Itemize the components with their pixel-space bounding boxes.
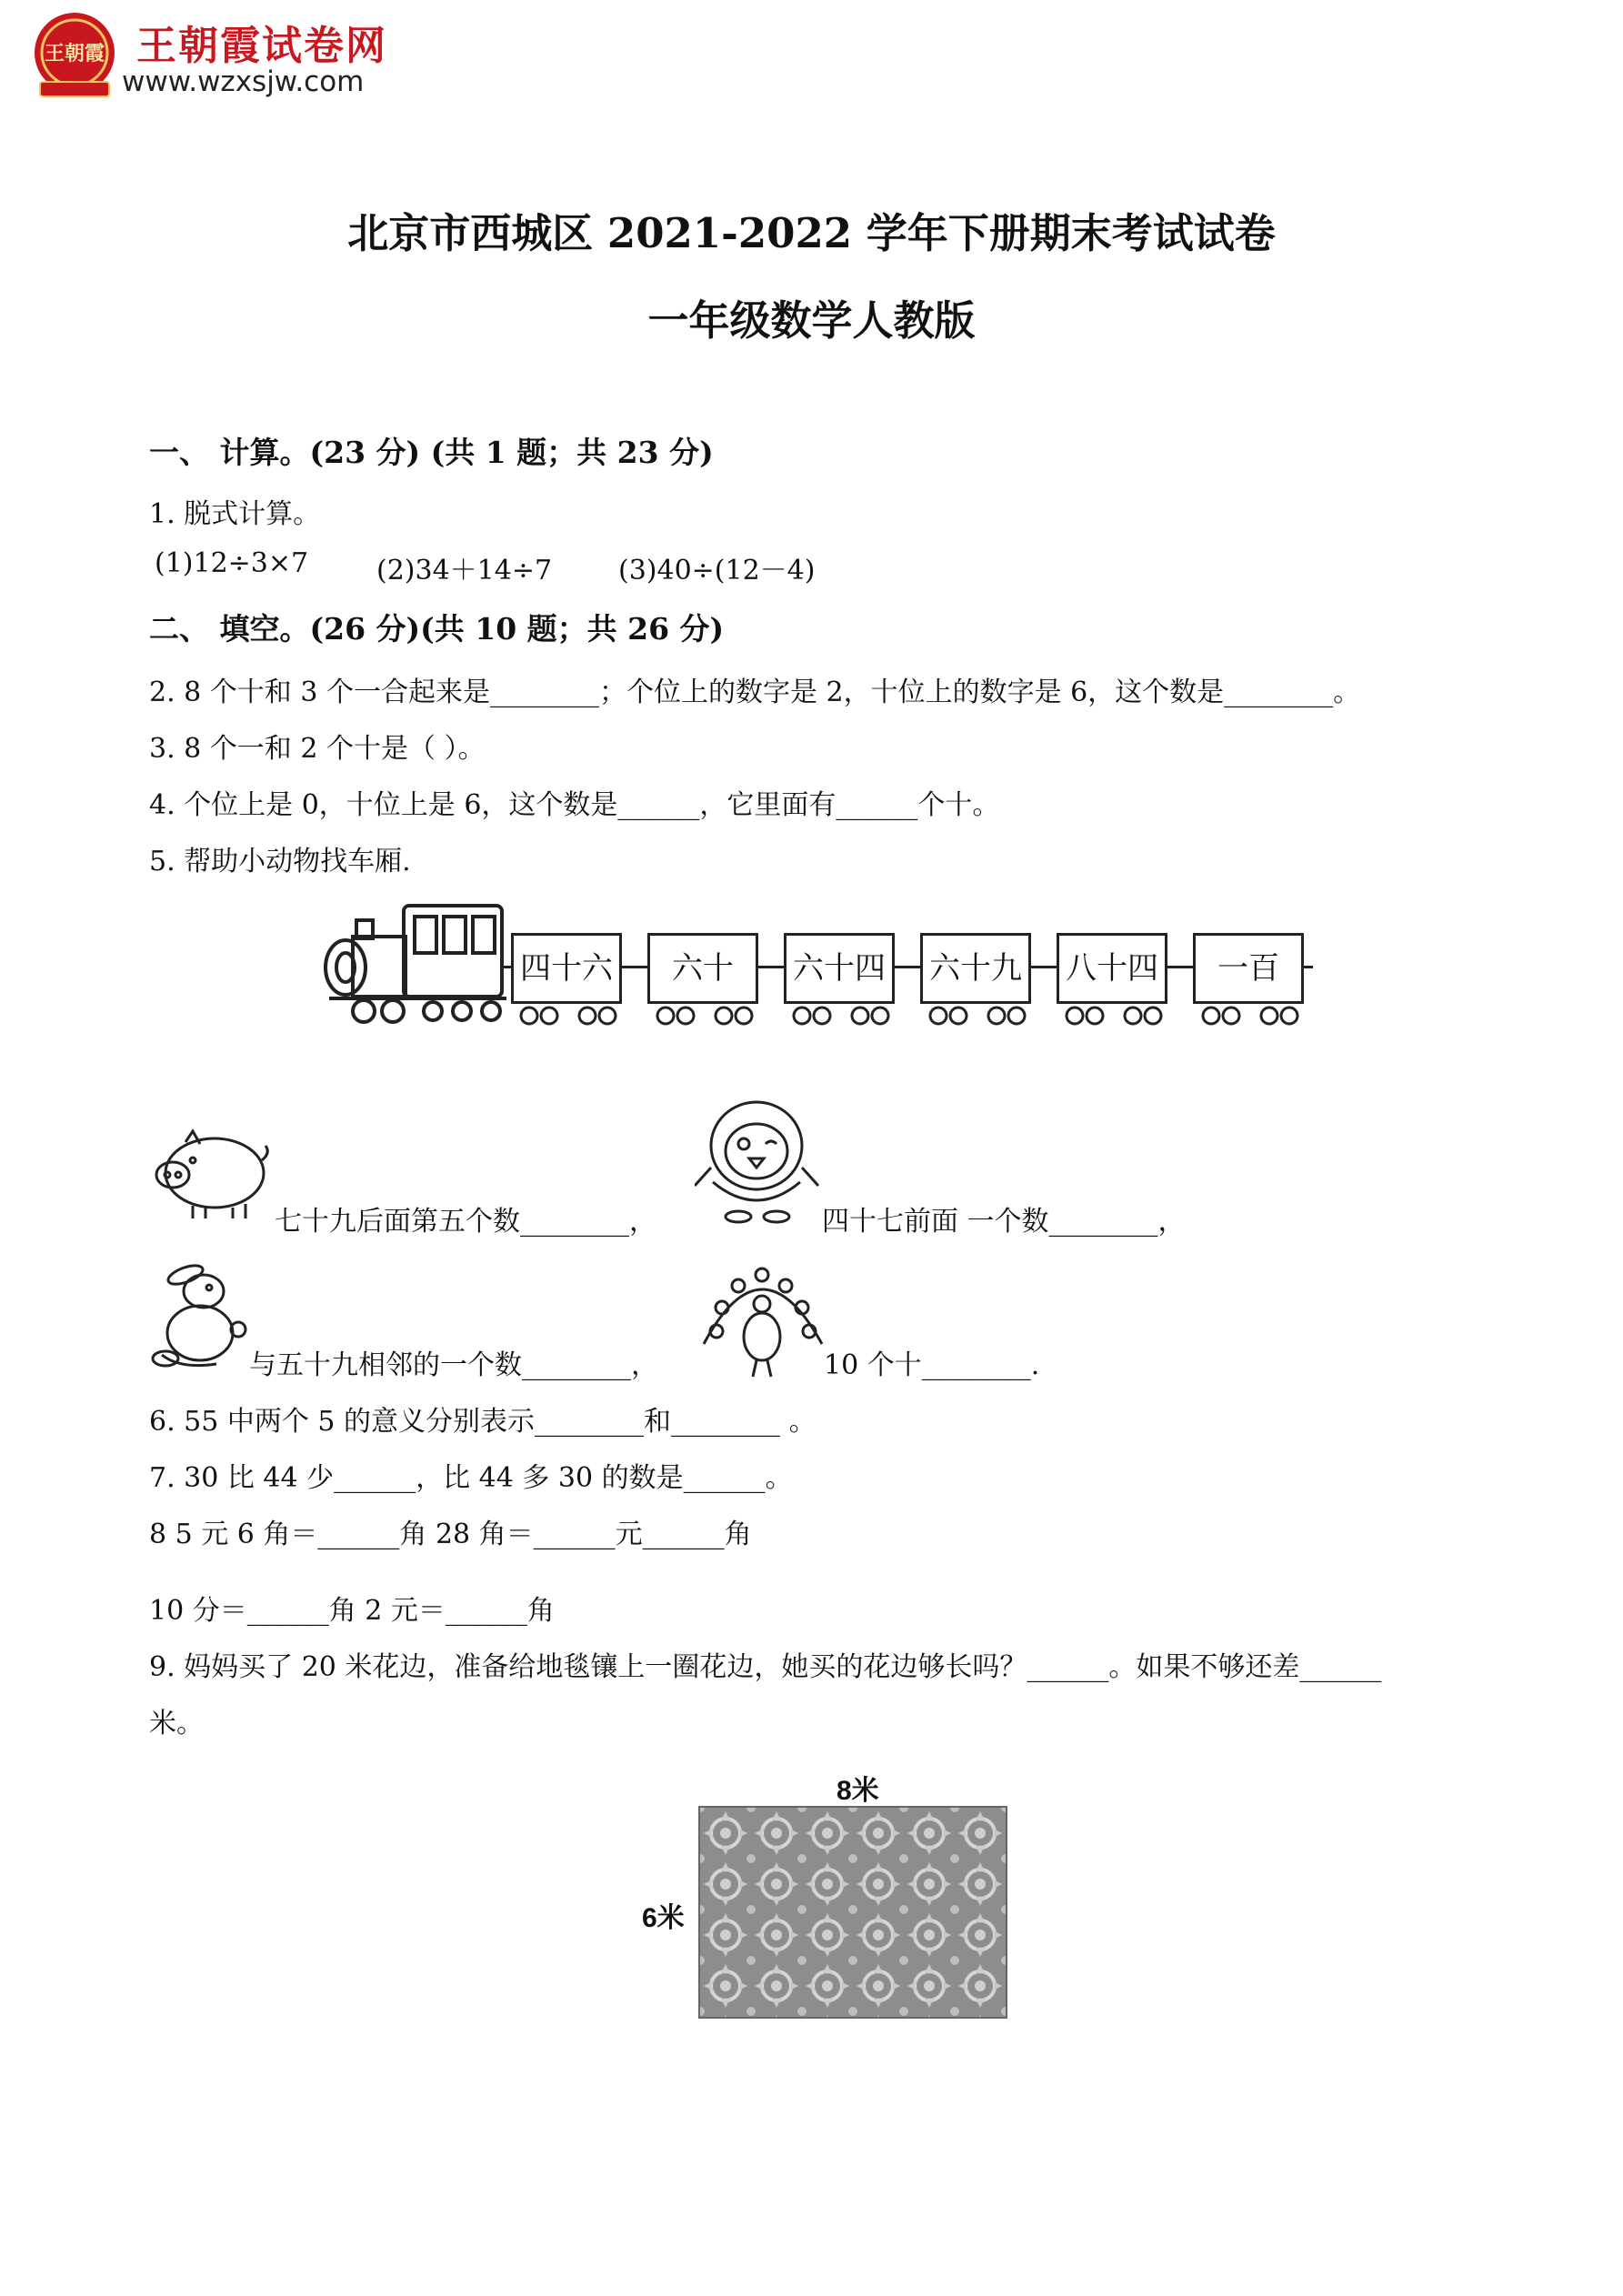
rug-height-label: 6米 bbox=[642, 1903, 685, 1933]
q6-text: 6. 55 中两个 5 的意义分别表示________和________ 。 bbox=[149, 1406, 817, 1438]
q1-prompt: 1. 脱式计算。 bbox=[149, 498, 321, 530]
seal-icon bbox=[27, 7, 127, 107]
q3-text: 3. 8 个一和 2 个十是（ ）。 bbox=[149, 733, 486, 765]
q5-pig-text: 七十九后面第五个数________， bbox=[275, 1206, 656, 1238]
site-name: 王朝霞试卷网 bbox=[136, 23, 387, 69]
section2-heading: 二、 填空。(26 分)(共 10 题；共 26 分) bbox=[149, 611, 725, 647]
peacock-icon bbox=[695, 1253, 831, 1380]
train-car-6[interactable]: 一百 bbox=[1193, 933, 1304, 1004]
exam-subtitle: 一年级数学人教版 bbox=[647, 296, 976, 345]
locomotive-icon bbox=[320, 900, 511, 1028]
train-connector-line bbox=[504, 966, 1313, 968]
q5-penguin-text: 四十七前面 一个数________， bbox=[822, 1206, 1186, 1238]
q5-prompt: 5. 帮助小动物找车厢. bbox=[149, 846, 411, 877]
rabbit-icon bbox=[149, 1264, 255, 1373]
train-car-2[interactable]: 六十 bbox=[647, 933, 758, 1004]
train-car-5[interactable]: 八十四 bbox=[1057, 933, 1167, 1004]
q9-line1: 9. 妈妈买了 20 米花边，准备给地毯镶上一圈花边，她买的花边够长吗？______。如果不够还差______ bbox=[149, 1651, 1382, 1683]
q5-peacock-text: 10 个十________. bbox=[824, 1349, 1040, 1381]
section1-heading: 一、 计算。(23 分) (共 1 题；共 23 分) bbox=[149, 435, 714, 470]
seal-text: 王朝霞 bbox=[44, 43, 105, 65]
pig-icon bbox=[149, 1124, 273, 1224]
q5-rabbit-text: 与五十九相邻的一个数________， bbox=[249, 1349, 658, 1381]
exam-title: 北京市西城区 2021-2022 学年下册期末考试试卷 bbox=[347, 209, 1276, 257]
q7-text: 7. 30 比 44 少______，比 44 多 30 的数是______。 bbox=[149, 1462, 793, 1494]
rug-image bbox=[698, 1806, 1007, 2019]
site-logo bbox=[27, 7, 409, 107]
q1-item-3: (3)40÷(12－4) bbox=[618, 555, 816, 587]
q8-line2: 10 分＝______角 2 元＝______角 bbox=[149, 1595, 555, 1627]
q4-text: 4. 个位上是 0，十位上是 6，这个数是______，它里面有______个十。 bbox=[149, 789, 1000, 821]
q9-line2: 米。 bbox=[149, 1708, 204, 1740]
site-url[interactable]: www.wzxsjw.com bbox=[122, 65, 365, 98]
train-car-3[interactable]: 六十四 bbox=[784, 933, 895, 1004]
rug-pattern-icon bbox=[700, 1808, 1006, 2017]
q2-text: 2. 8 个十和 3 个一合起来是________；个位上的数字是 2，十位上的数字是 6，这个数是________。 bbox=[149, 677, 1361, 708]
q8-line1: 8 5 元 6 角＝______角 28 角＝______元______角 bbox=[149, 1519, 752, 1550]
train-car-1[interactable]: 四十六 bbox=[511, 933, 622, 1004]
train-car-4[interactable]: 六十九 bbox=[920, 933, 1031, 1004]
penguin-icon bbox=[695, 1091, 822, 1228]
rug-width-label: 8米 bbox=[837, 1776, 879, 1806]
car-wheels-icon bbox=[511, 1002, 1329, 1029]
q1-item-2: (2)34＋14÷7 bbox=[376, 555, 553, 587]
q1-item-1: (1)12÷3×7 bbox=[155, 547, 309, 579]
